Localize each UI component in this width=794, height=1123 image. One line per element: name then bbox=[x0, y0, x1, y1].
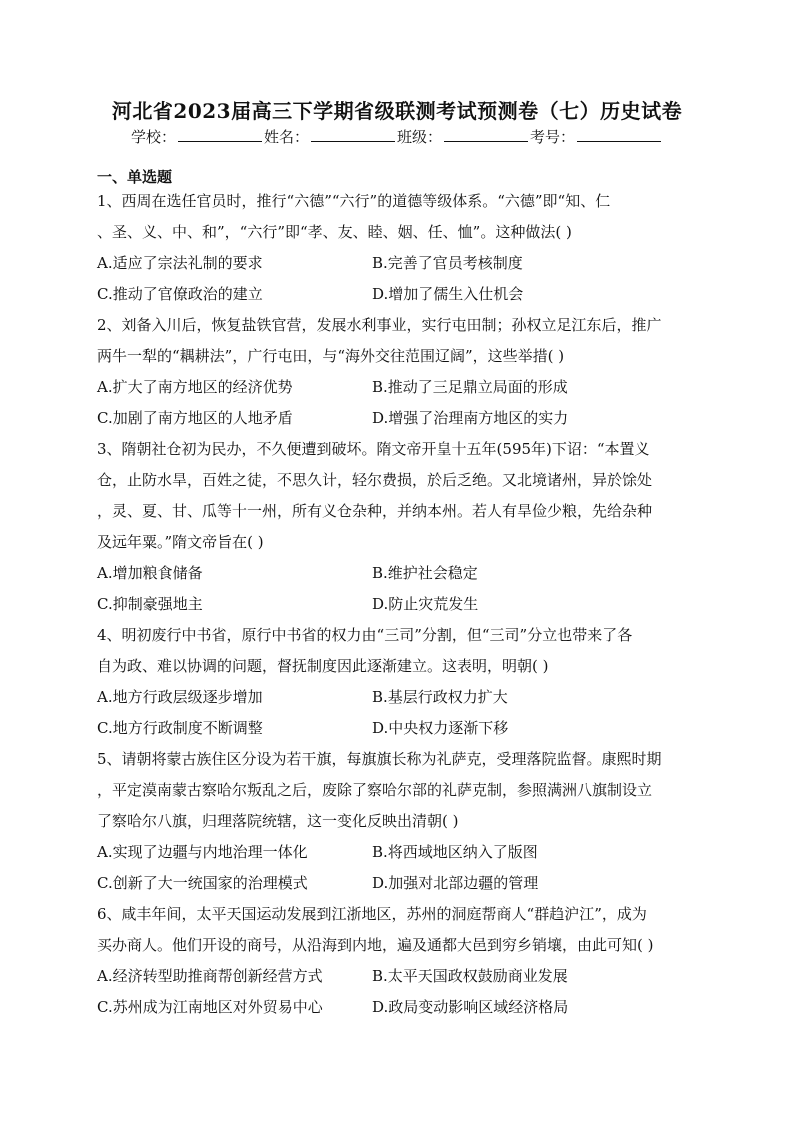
answer-option[interactable]: D.中央权力逐渐下移 bbox=[372, 719, 509, 737]
question-stem-line: 1、西周在选任官员时，推行“六德”“六行”的道德等级体系。“六德”即“知、仁 bbox=[97, 192, 611, 210]
question-stem-line: 了察哈尔八旗，归理落院统辖，这一变化反映出清朝( ) bbox=[97, 812, 459, 830]
answer-option[interactable]: D.增强了治理南方地区的实力 bbox=[372, 409, 569, 427]
option-row bbox=[97, 992, 707, 1023]
question-3 bbox=[97, 434, 707, 620]
question-stem-line: 买办商人。他们开设的商号，从沿海到内地，遍及通都大邑到穷乡销壤，由此可知( ) bbox=[97, 936, 654, 954]
answer-option[interactable]: C.推动了官僚政治的建立 bbox=[97, 285, 263, 303]
name-field[interactable] bbox=[311, 127, 395, 142]
option-row bbox=[97, 372, 707, 403]
question-stem-line: 、圣、义、中、和”，“六行”即“孝、友、睦、姻、任、恤”。这种做法( ) bbox=[97, 223, 572, 241]
student-info-row bbox=[0, 126, 794, 147]
answer-option[interactable]: D.增加了儒生入仕机会 bbox=[372, 285, 524, 303]
option-row bbox=[97, 279, 707, 310]
option-row bbox=[97, 961, 707, 992]
option-row bbox=[97, 248, 707, 279]
class-label: 班级： bbox=[397, 128, 443, 146]
answer-option[interactable]: B.完善了官员考核制度 bbox=[372, 254, 523, 272]
answer-option[interactable]: D.政局变动影响区域经济格局 bbox=[372, 998, 569, 1016]
answer-option[interactable]: C.抑制豪强地主 bbox=[97, 595, 203, 613]
question-6 bbox=[97, 899, 707, 1023]
question-stem-line: 4、明初废行中书省，原行中书省的权力由“三司”分割，但“三司”分立也带来了各 bbox=[97, 626, 633, 644]
page-title: 河北省2023届高三下学期省级联测考试预测卷（七）历史试卷 bbox=[111, 99, 683, 123]
section-heading: 一、单选题 bbox=[97, 168, 173, 186]
option-row bbox=[97, 713, 707, 744]
answer-option[interactable]: A.扩大了南方地区的经济优势 bbox=[97, 378, 293, 396]
question-4 bbox=[97, 620, 707, 744]
question-stem-line: 2、刘备入川后，恢复盐铁官营，发展水利事业，实行屯田制；孙权立足江东后，推广 bbox=[97, 316, 662, 334]
option-row bbox=[97, 682, 707, 713]
question-stem-line: 及远年粟。”隋文帝旨在( ) bbox=[97, 533, 264, 551]
question-2 bbox=[97, 310, 707, 434]
answer-option[interactable]: B.太平天国政权鼓励商业发展 bbox=[372, 967, 568, 985]
number-field[interactable] bbox=[577, 127, 661, 142]
question-stem-line: 6、咸丰年间，太平天国运动发展到江浙地区，苏州的洞庭帮商人“群趋沪江”，成为 bbox=[97, 905, 647, 923]
answer-option[interactable]: A.实现了边疆与内地治理一体化 bbox=[97, 843, 308, 861]
question-stem-line: 3、隋朝社仓初为民办，不久便遭到破坏。隋文帝开皇十五年(595年)下诏：“本置义 bbox=[97, 440, 650, 458]
answer-option[interactable]: B.将西域地区纳入了版图 bbox=[372, 843, 538, 861]
question-stem-line: ，平定漠南蒙古察哈尔叛乱之后，废除了察哈尔部的礼萨克制，参照满洲八旗制设立 bbox=[97, 781, 653, 799]
name-label: 姓名： bbox=[263, 128, 309, 146]
school-label: 学校： bbox=[130, 128, 176, 146]
option-row bbox=[97, 589, 707, 620]
answer-option[interactable]: A.经济转型助推商帮创新经营方式 bbox=[97, 967, 323, 985]
option-row bbox=[97, 837, 707, 868]
answer-option[interactable]: B.基层行政权力扩大 bbox=[372, 688, 508, 706]
answer-option[interactable]: C.加剧了南方地区的人地矛盾 bbox=[97, 409, 293, 427]
question-stem-line: 两牛一犁的“耦耕法”，广行屯田，与“海外交往范围辽阔”，这些举措( ) bbox=[97, 347, 565, 365]
answer-option[interactable]: D.加强对北部边疆的管理 bbox=[372, 874, 539, 892]
answer-option[interactable]: B.维护社会稳定 bbox=[372, 564, 478, 582]
question-stem-line: ，灵、夏、甘、瓜等十一州，所有义仓杂种，并纳本州。若人有旱俭少粮，先给杂种 bbox=[97, 502, 653, 520]
question-stem-line: 5、请朝将蒙古族住区分设为若干旗，每旗旗长称为礼萨克，受理落院监督。康熙时期 bbox=[97, 750, 662, 768]
answer-option[interactable]: D.防止灾荒发生 bbox=[372, 595, 479, 613]
class-field[interactable] bbox=[444, 127, 528, 142]
answer-option[interactable]: B.推动了三足鼎立局面的形成 bbox=[372, 378, 568, 396]
answer-option[interactable]: A.适应了宗法礼制的要求 bbox=[97, 254, 263, 272]
answer-option[interactable]: A.地方行政层级逐步增加 bbox=[97, 688, 263, 706]
answer-option[interactable]: C.创新了大一统国家的治理模式 bbox=[97, 874, 308, 892]
number-label: 考号： bbox=[530, 128, 576, 146]
answer-option[interactable]: A.增加粮食储备 bbox=[97, 564, 203, 582]
answer-option[interactable]: C.地方行政制度不断调整 bbox=[97, 719, 263, 737]
option-row bbox=[97, 868, 707, 899]
school-field[interactable] bbox=[178, 127, 262, 142]
question-stem-line: 自为政、难以协调的问题，督抚制度因此逐渐建立。这表明，明朝( ) bbox=[97, 657, 549, 675]
answer-option[interactable]: C.苏州成为江南地区对外贸易中心 bbox=[97, 998, 323, 1016]
question-stem-line: 仓，止防水旱，百姓之徒，不思久计，轻尔费损，於后乏绝。又北境诸州，异於馀处 bbox=[97, 471, 653, 489]
question-list bbox=[97, 186, 707, 1023]
option-row bbox=[97, 558, 707, 589]
question-5 bbox=[97, 744, 707, 899]
question-1 bbox=[97, 186, 707, 310]
option-row bbox=[97, 403, 707, 434]
